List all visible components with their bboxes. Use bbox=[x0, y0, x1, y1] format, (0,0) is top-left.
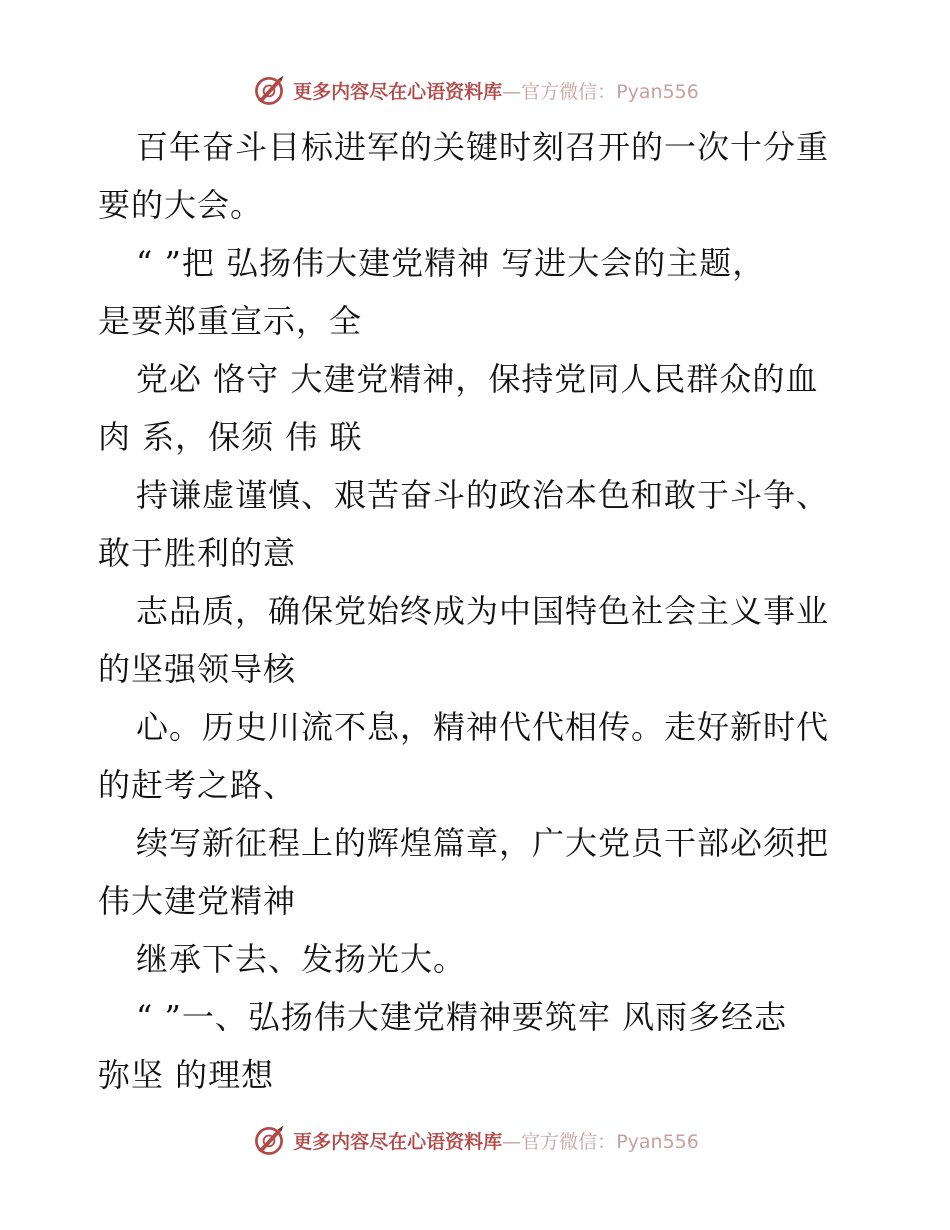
header-text: 更多内容尽在心语资料库—官方微信：Pyan556 bbox=[293, 80, 699, 103]
text-line: 肉 系，保须 伟 联 bbox=[98, 418, 363, 456]
text-line: “ ”把 弘扬伟大建党精神 写进大会的主题， bbox=[136, 244, 766, 282]
page-header bbox=[0, 70, 950, 110]
text-line: 心。历史川流不息，精神代代相传。走好新时代 bbox=[136, 708, 830, 746]
document-body bbox=[98, 118, 858, 1104]
text-line: 的坚强领导核 bbox=[98, 650, 297, 688]
brand-logo-icon bbox=[251, 72, 287, 108]
text-line: 百年奋斗目标进军的关键时刻召开的一次十分重 bbox=[136, 128, 830, 166]
text-line: 是要郑重宣示，全 bbox=[98, 302, 363, 340]
text-line: 党必 恪守 大建党精神，保持党同人民群众的血 bbox=[136, 360, 819, 398]
text-line: 敢于胜利的意 bbox=[98, 534, 297, 572]
text-line: 续写新征程上的辉煌篇章，广大党员干部必须把 bbox=[136, 824, 830, 862]
text-line: 志品质，确保党始终成为中国特色社会主义事业 bbox=[136, 592, 830, 630]
text-line: 伟大建党精神 bbox=[98, 882, 297, 920]
header-banner bbox=[251, 72, 699, 108]
footer-banner bbox=[251, 1122, 699, 1158]
brand-logo-icon bbox=[251, 1122, 287, 1158]
text-line: 的赶考之路、 bbox=[98, 766, 297, 804]
text-line: 弥坚 的理想 bbox=[98, 1056, 275, 1094]
page-footer bbox=[0, 1120, 950, 1160]
text-line: “ ”一、弘扬伟大建党精神要筑牢 风雨多经志 bbox=[136, 998, 788, 1036]
footer-text: 更多内容尽在心语资料库—官方微信：Pyan556 bbox=[293, 1130, 699, 1153]
text-line: 继承下去、发扬光大。 bbox=[136, 940, 467, 978]
text-line: 持谦虚谨慎、艰苦奋斗的政治本色和敢于斗争、 bbox=[136, 476, 830, 514]
text-line: 要的大会。 bbox=[98, 186, 264, 224]
